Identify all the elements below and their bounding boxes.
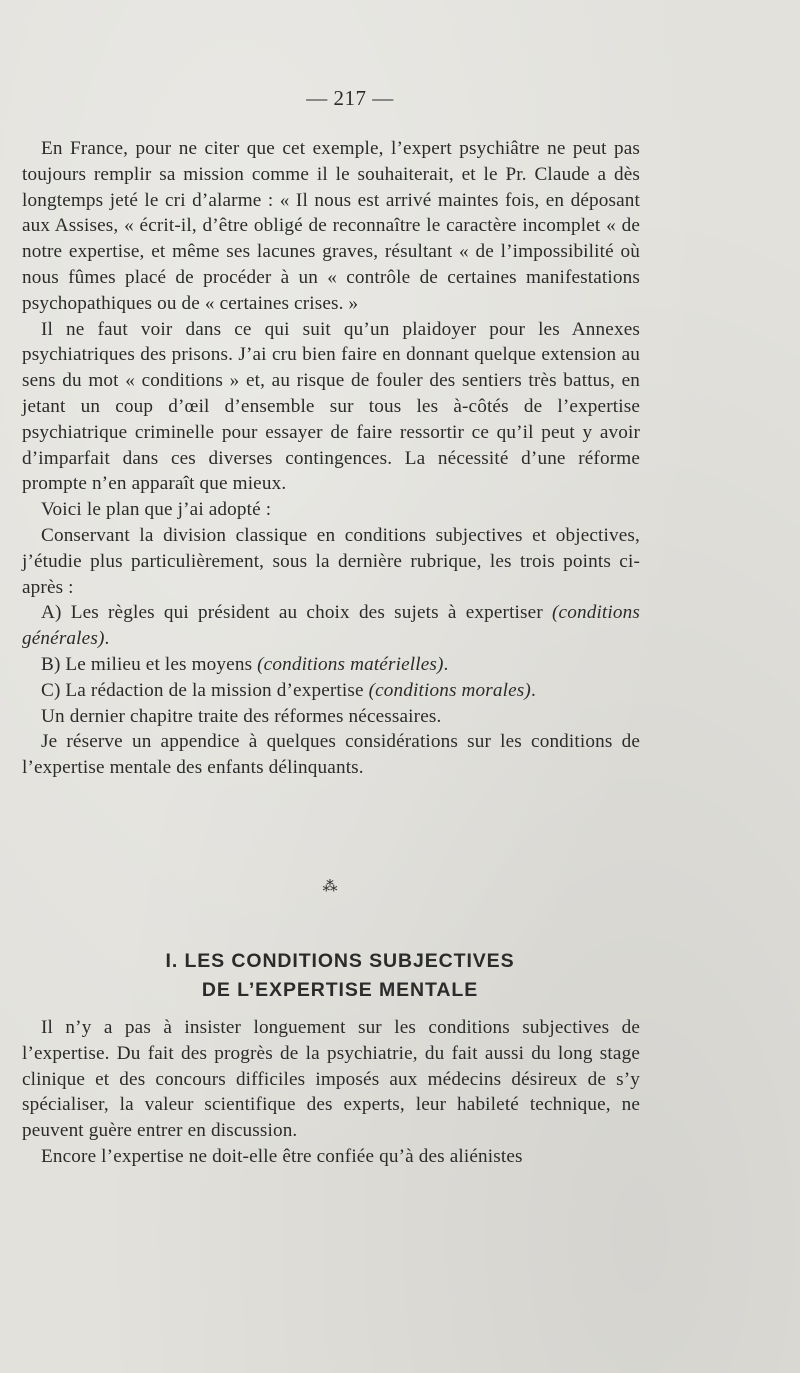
- plan-item-a: [22, 600, 640, 652]
- paragraph: Encore l’expertise ne doit-elle être confiée qu’à des aliénistes: [41, 1145, 523, 1167]
- paragraph: Conservant la division classique en conditions subjectives et objectives, j’étudie plus particulièrement, sous la dernière rubrique, les trois points ci-après :: [22, 524, 640, 598]
- body-text-lower: [22, 1015, 640, 1170]
- section-heading: [20, 947, 660, 1005]
- plan-item-text: C) La rédaction de la mission d’expertise: [41, 679, 369, 701]
- asterism-separator: ⁂: [322, 879, 338, 895]
- paragraph: Il ne faut voir dans ce qui suit qu’un plaidoyer pour les Annexes psychiatriques des prisons. J’ai cru bien faire en donnant quelque extension au sens du mot « conditions » et, au risque de fouler des sentiers très battus, en jetant un coup d’œil d’ensemble sur tous les à-côtés de l’expertise psychiatrique criminelle pour essayer de faire ressortir ce qu’il peut y avoir d’imparfait dans ces diverses contingences. La nécessité d’une réforme prompte n’en apparaît que mieux.: [22, 318, 640, 495]
- plan-item-b: [22, 652, 640, 678]
- plan-item-punct: .: [443, 653, 449, 675]
- paragraph: Voici le plan que j’ai adopté :: [41, 499, 272, 521]
- plan-item-punct: .: [530, 679, 536, 701]
- plan-item-text: B) Le milieu et les moyens: [41, 653, 258, 675]
- plan-item-c: [22, 678, 640, 704]
- heading-line-2: DE L’EXPERTISE MENTALE: [201, 979, 479, 1001]
- page-number: — 217 —: [306, 86, 394, 110]
- plan-item-italic: (conditions générales): [22, 602, 640, 650]
- paragraph: Il n’y a pas à insister longuement sur les conditions subjectives de l’expertise. Du fait des progrès de la psychiatrie, du fait aussi du long stage clinique et des concours difficiles imposés aux médecins désireux de s’y spécialiser, la valeur scientifique des experts, leur habileté technique, ne peuvent guère entrer en discussion.: [22, 1017, 640, 1142]
- plan-item-italic: (conditions morales): [368, 679, 531, 701]
- plan-item-punct: .: [104, 628, 110, 650]
- paragraph: Un dernier chapitre traite des réformes nécessaires.: [41, 705, 442, 727]
- paragraph: En France, pour ne citer que cet exemple, l’expert psychiâtre ne peut pas toujours remplir sa mission comme il le souhaiterait, et le Pr. Claude a dès longtemps jeté le cri d’alarme : « Il nous est arrivé maintes fois, en déposant aux Assises, « écrit-il, d’être obligé de reconnaître le caractère incomplet « de notre expertise, et même ses lacunes graves, résultant « de l’impossibilité où nous fûmes placé de procéder à un « contrôle de certaines manifestations psychopathiques ou de « certaines crises. »: [22, 138, 640, 314]
- plan-item-text: A) Les règles qui président au choix des sujets à expertiser: [41, 602, 553, 624]
- body-text-upper: [22, 136, 640, 781]
- paragraph: Je réserve un appendice à quelques considérations sur les conditions de l’expertise mentale des enfants délinquants.: [22, 731, 640, 779]
- heading-line-1: I. LES CONDITIONS SUBJECTIVES: [165, 950, 515, 972]
- plan-item-italic: (conditions matérielles): [257, 653, 444, 675]
